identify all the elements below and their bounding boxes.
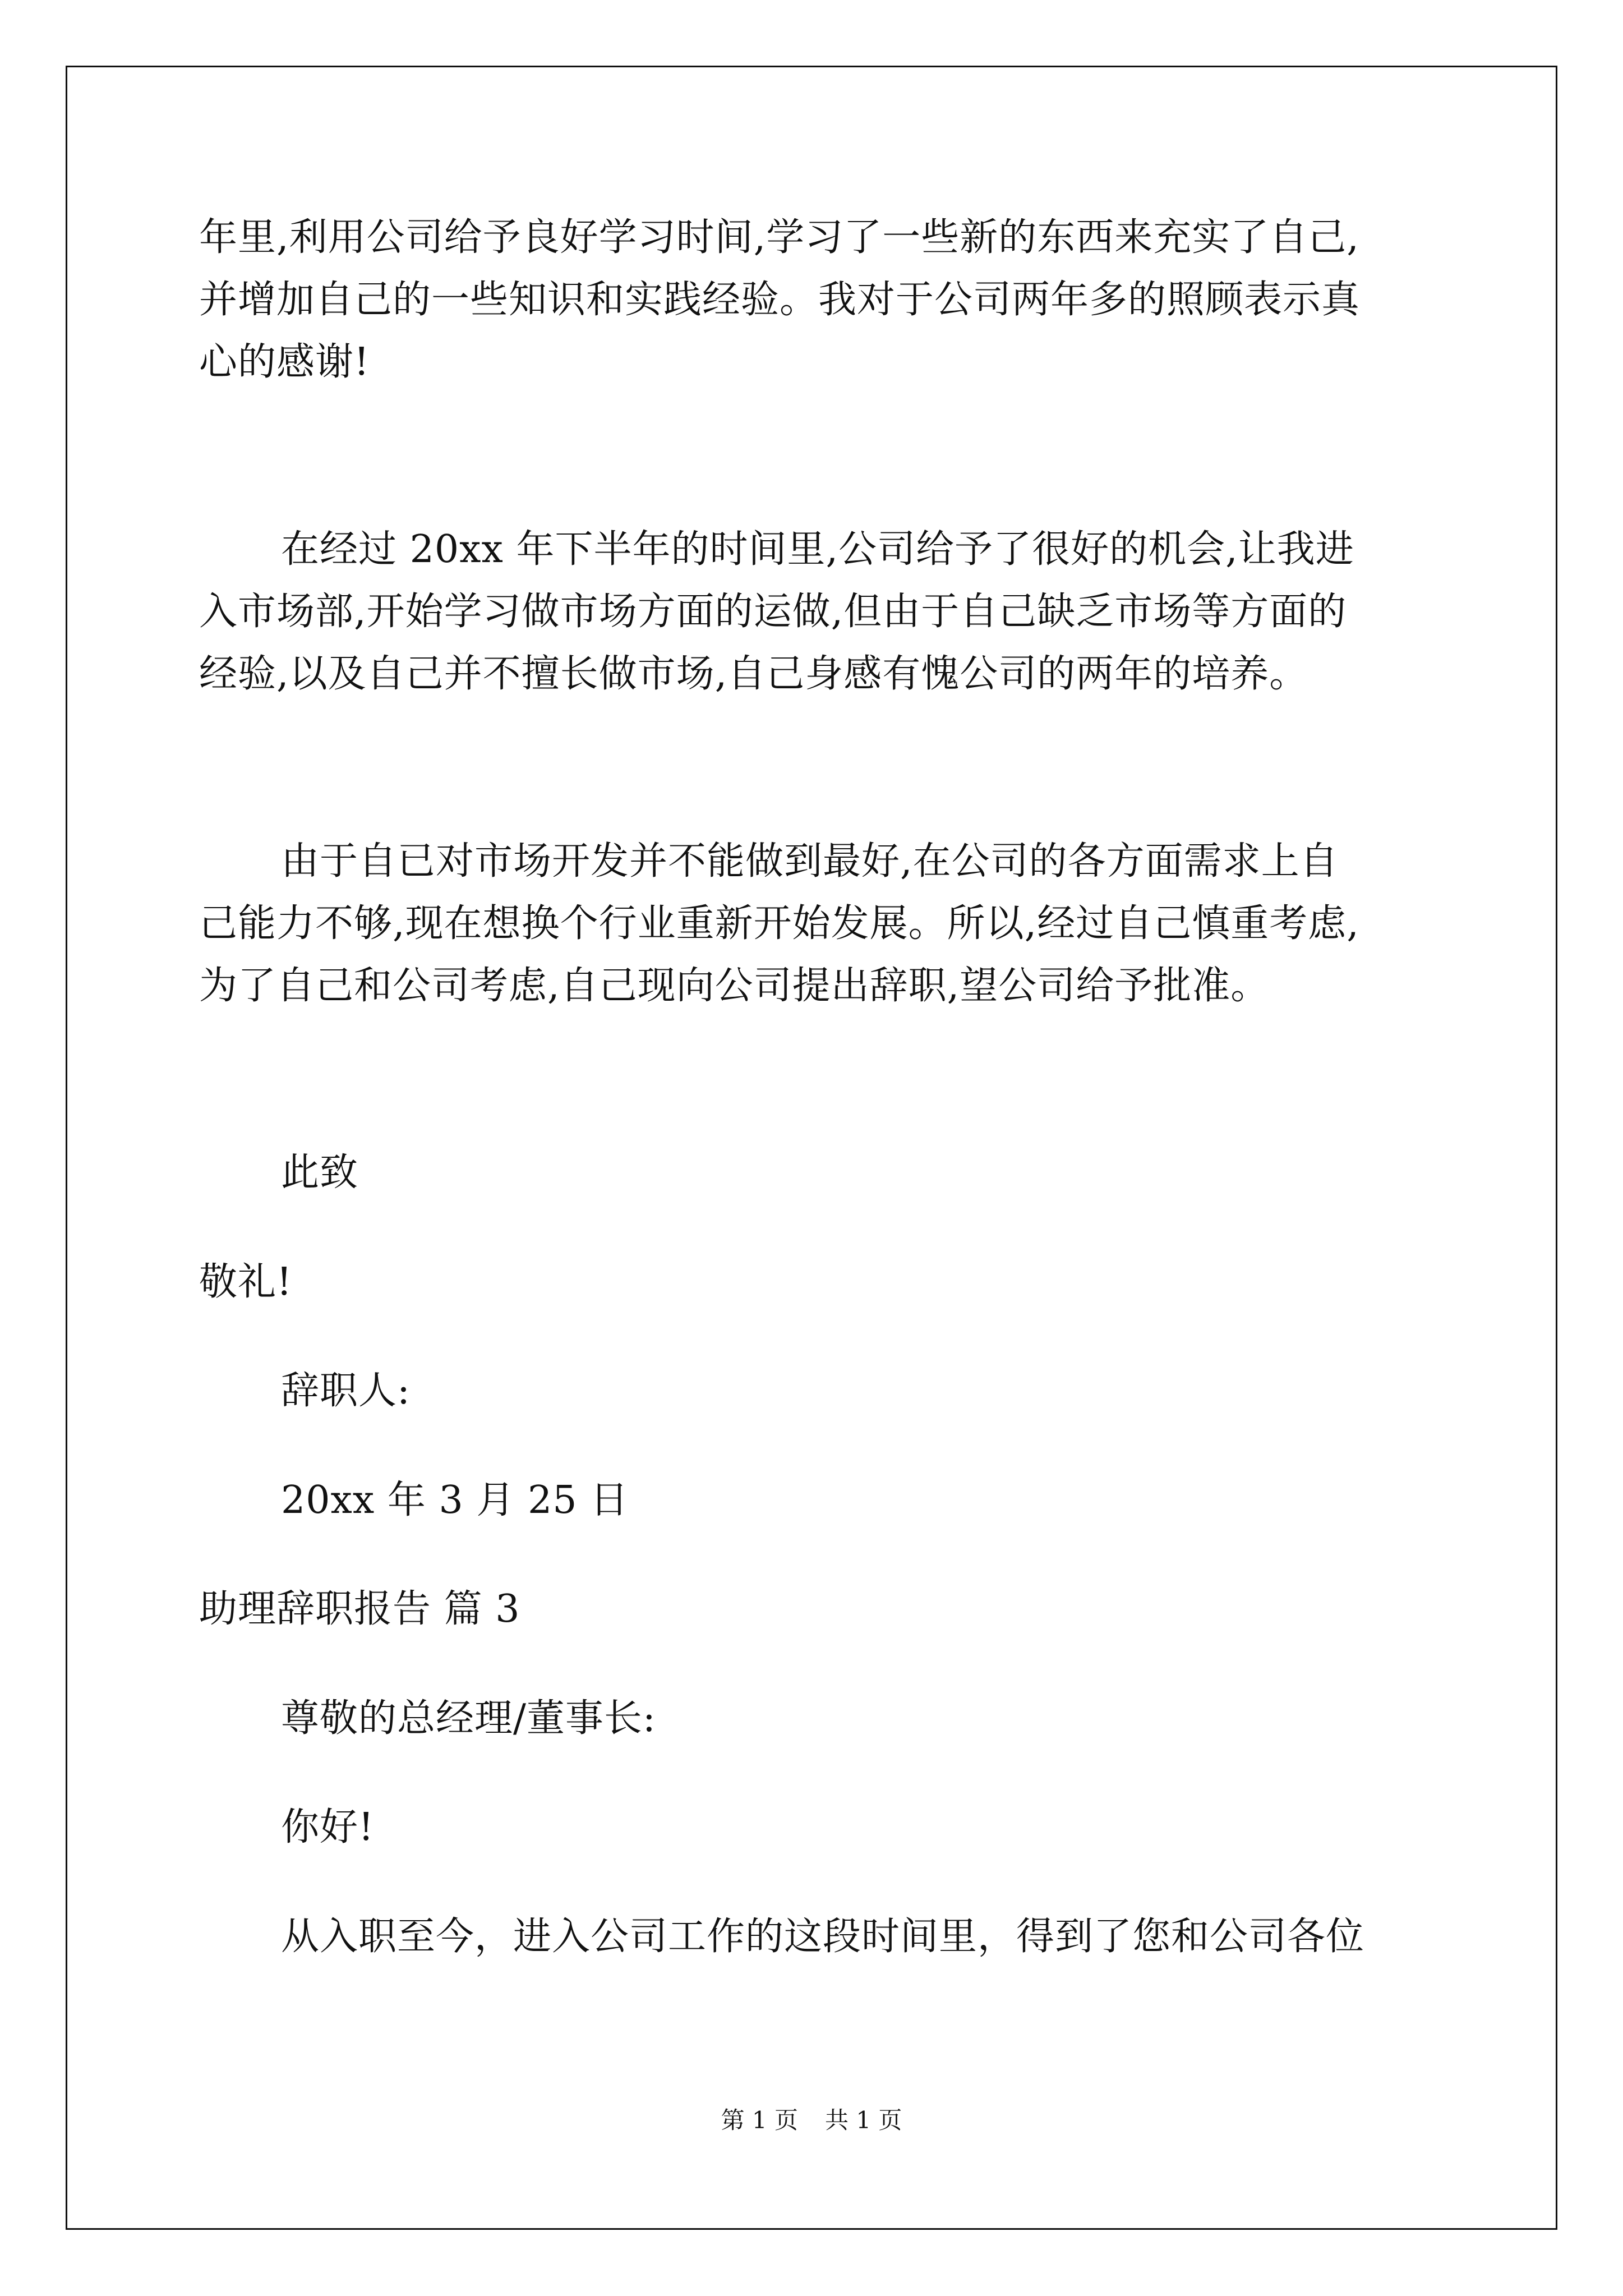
signature-date: 20xx 年 3 月 25 日 bbox=[281, 1478, 629, 1522]
body-line-4: 在经过 20xx 年下半年的时间里,公司给予了很好的机会,让我进 bbox=[281, 527, 1354, 572]
page-number: 第 1 页 bbox=[721, 2106, 798, 2134]
body-line-6: 经验,以及自己并不擅长做市场,自己身感有愧公司的两年的培养。 bbox=[199, 652, 1308, 696]
body-line-2: 并增加自己的一些知识和实践经验。我对于公司两年多的照顾表示真 bbox=[199, 278, 1361, 322]
body-line-8: 己能力不够,现在想换个行业重新开始发展。所以,经过自己慎重考虑, bbox=[199, 901, 1359, 946]
body-line-9: 为了自己和公司考虑,自己现向公司提出辞职,望公司给予批准。 bbox=[199, 964, 1270, 1008]
signature-label: 辞职人: bbox=[281, 1369, 411, 1413]
page-total: 共 1 页 bbox=[825, 2106, 902, 2134]
letter-hello: 你好! bbox=[281, 1805, 375, 1849]
body-line-1: 年里,利用公司给予良好学习时间,学习了一些新的东西来充实了自己, bbox=[199, 215, 1359, 260]
body-line-7: 由于自已对市场开发并不能做到最好,在公司的各方面需求上自 bbox=[281, 839, 1339, 884]
closing-salutation: 此致 bbox=[281, 1151, 359, 1195]
body-line-10: 从入职至今，进入公司工作的这段时间里，得到了您和公司各位 bbox=[281, 1915, 1365, 1959]
body-line-3: 心的感谢! bbox=[199, 340, 370, 384]
section-heading: 助理辞职报告 篇 3 bbox=[199, 1587, 520, 1631]
closing-regards: 敬礼! bbox=[199, 1260, 293, 1304]
page-border bbox=[66, 66, 1557, 2230]
page-footer bbox=[0, 2106, 1623, 2134]
body-line-5: 入市场部,开始学习做市场方面的运做,但由于自己缺乏市场等方面的 bbox=[199, 590, 1347, 634]
letter-greeting: 尊敬的总经理/董事长: bbox=[281, 1696, 656, 1741]
